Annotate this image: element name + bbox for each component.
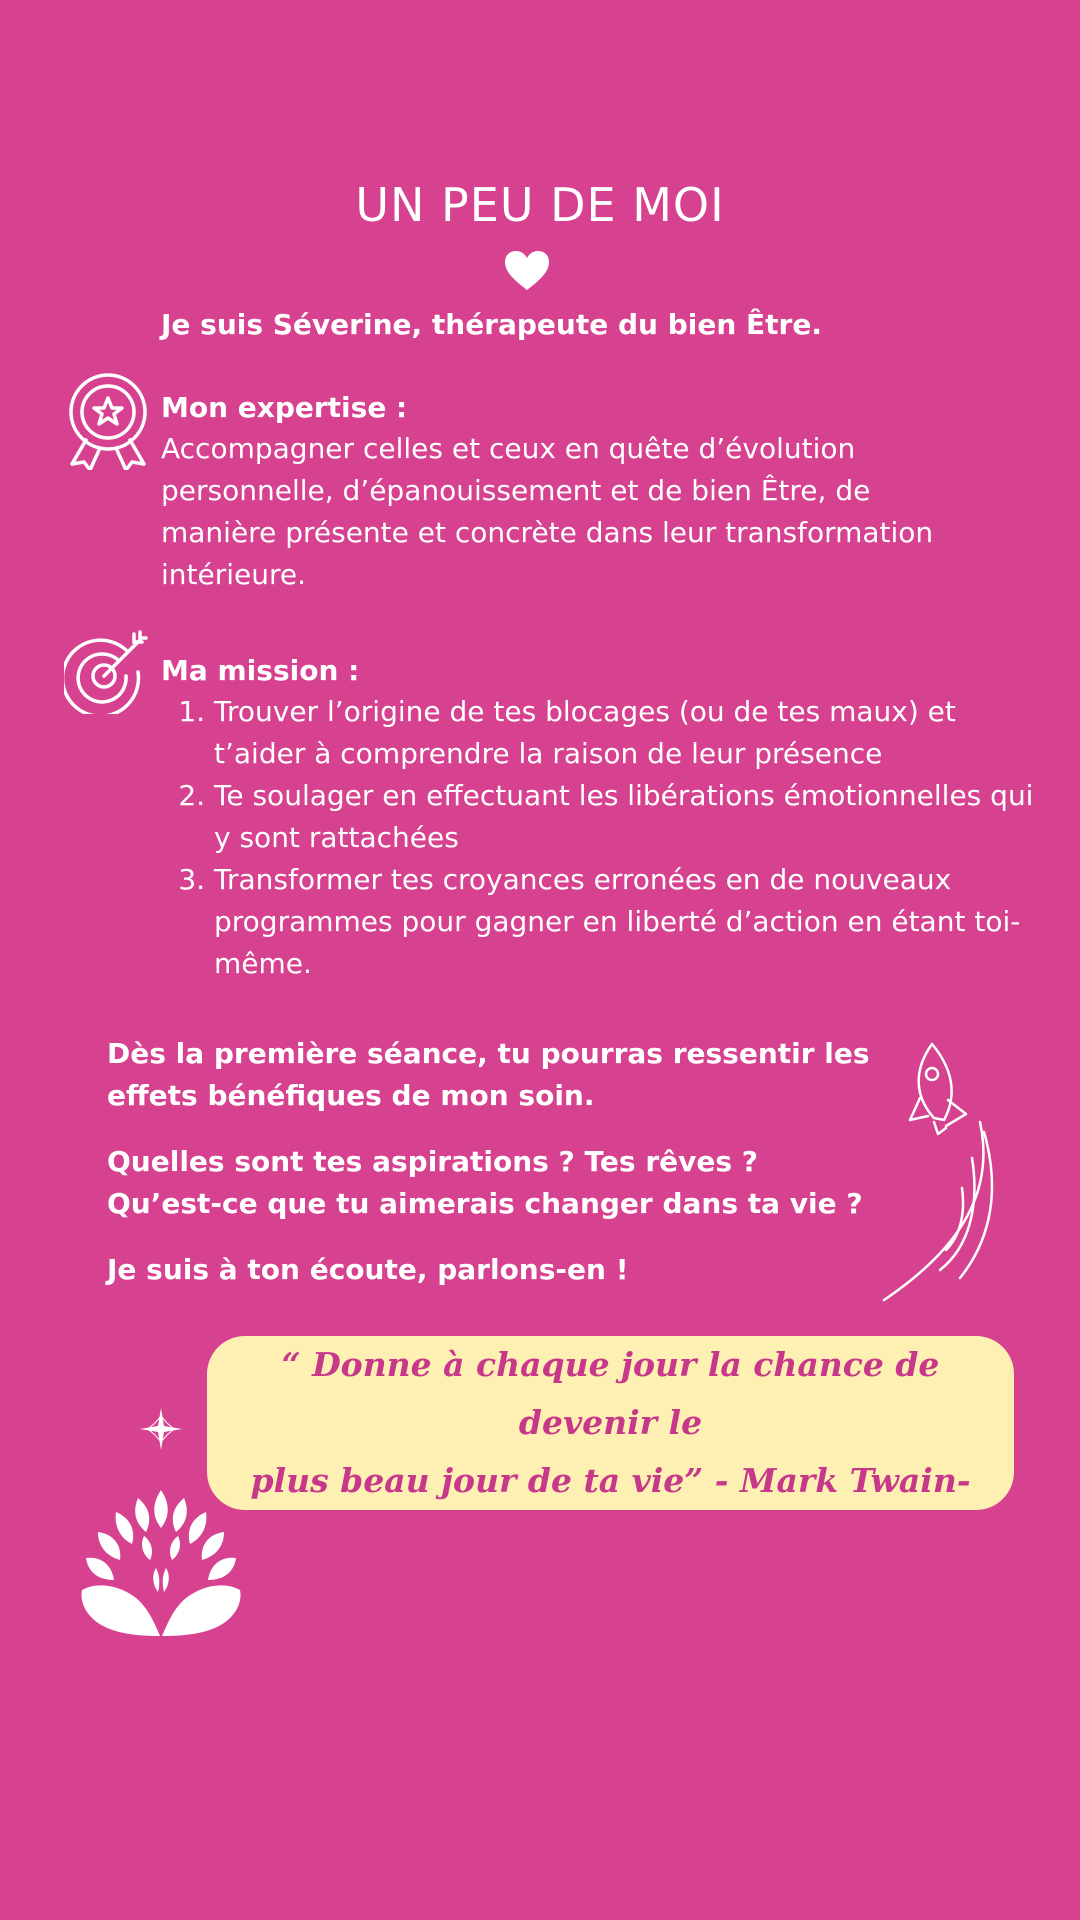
expertise-line: intérieure.: [161, 558, 307, 591]
mission-item: 3. Transformer tes croyances erronées en de nouveaux programmes pour gagner en liberté d’action en étant toi-même.: [214, 859, 1041, 985]
mission-item: 1. Trouver l’origine de tes blocages (ou de tes maux) et t’aider à comprendre la raison de leur présence: [214, 691, 1041, 775]
expertise-heading: Mon expertise :: [161, 391, 408, 424]
mission-list: [161, 691, 1041, 985]
intro-text: Je suis Séverine, thérapeute du bien Être.: [161, 308, 822, 341]
cta-paragraph-3: Je suis à ton écoute, parlons-en !: [107, 1253, 629, 1286]
call-to-action: [107, 1033, 907, 1315]
mission-heading: Ma mission :: [161, 654, 360, 687]
quote-line: “ Donne à chaque jour la chance de devenir le: [281, 1345, 940, 1442]
quote-line: plus beau jour de ta vie” - Mark Twain-: [250, 1461, 971, 1500]
cta-line: Qu’est-ce que tu aimerais changer dans ta vie ?: [107, 1187, 863, 1220]
expertise-text: [161, 428, 1041, 596]
award-badge-icon: [66, 372, 150, 470]
lotus-peacock-icon: [78, 1486, 244, 1638]
sparkle-icon: [140, 1408, 182, 1450]
expertise-line: Accompagner celles et ceux en quête d’évolution: [161, 432, 856, 465]
expertise-line: manière présente et concrète dans leur transformation: [161, 516, 934, 549]
cta-line: effets bénéfiques de mon soin.: [107, 1079, 595, 1112]
heart-icon: [504, 250, 550, 292]
mission-section: [161, 651, 1041, 985]
cta-line: Quelles sont tes aspirations ? Tes rêves ?: [107, 1145, 759, 1178]
cta-line: Dès la première séance, tu pourras ressentir les: [107, 1037, 870, 1070]
cta-paragraph-1: [107, 1033, 907, 1117]
page-title: UN PEU DE MOI: [355, 178, 725, 232]
cta-paragraph-2: [107, 1141, 907, 1225]
quote-box: [207, 1336, 1014, 1510]
expertise-section: [161, 388, 1041, 596]
target-arrow-icon: [64, 628, 150, 714]
rocket-icon: [880, 1038, 1020, 1308]
expertise-line: personnelle, d’épanouissement et de bien Être, de: [161, 474, 871, 507]
quote-text: [231, 1336, 991, 1510]
mission-item: 2. Te soulager en effectuant les libérations émotionnelles qui y sont rattachées: [214, 775, 1041, 859]
